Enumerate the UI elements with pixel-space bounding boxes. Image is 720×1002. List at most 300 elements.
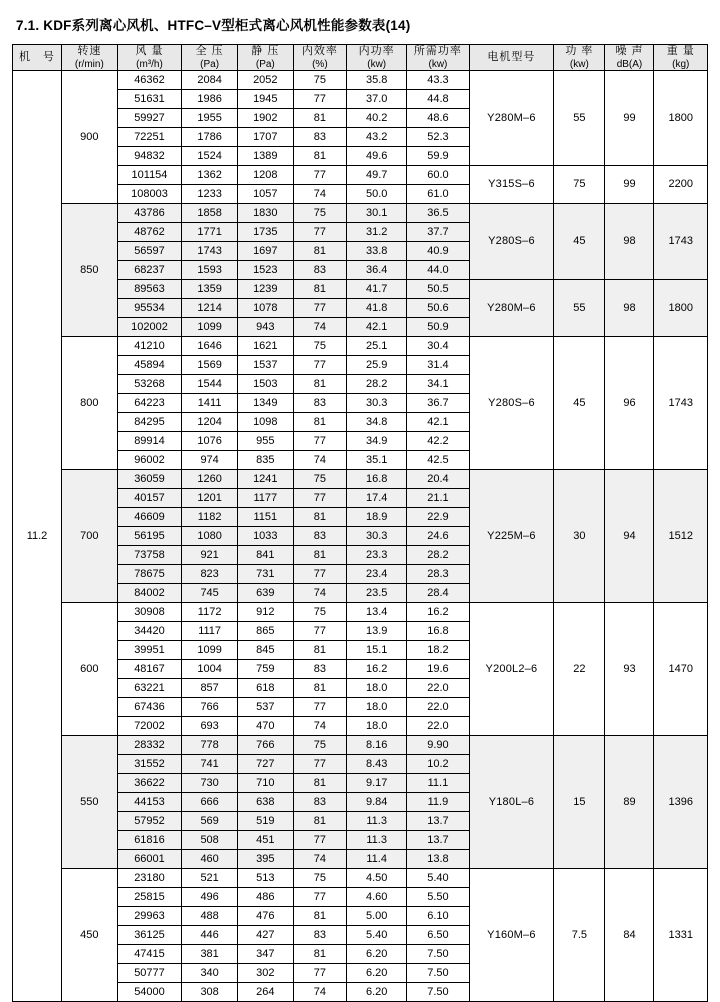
cell-static-pressure: 1349: [237, 394, 293, 413]
cell-motor-model: Y280S–6: [469, 204, 554, 280]
cell-required-power: 44.0: [407, 261, 469, 280]
cell-flow: 57952: [117, 812, 182, 831]
cell-flow: 36125: [117, 926, 182, 945]
cell-required-power: 42.5: [407, 451, 469, 470]
cell-internal-power: 4.60: [347, 888, 407, 907]
cell-internal-power: 37.0: [347, 90, 407, 109]
cell-total-pressure: 666: [182, 793, 238, 812]
cell-internal-power: 11.3: [347, 831, 407, 850]
cell-internal-power: 15.1: [347, 641, 407, 660]
cell-flow: 73758: [117, 546, 182, 565]
header-unit: (Pa): [200, 58, 220, 70]
header-label: 静 压: [251, 45, 280, 57]
cell-noise: 99: [605, 71, 654, 166]
cell-efficiency: 81: [293, 774, 346, 793]
cell-static-pressure: 519: [237, 812, 293, 831]
cell-required-power: 52.3: [407, 128, 469, 147]
cell-total-pressure: 381: [182, 945, 238, 964]
page-title: 7.1. KDF系列离心风机、HTFC–V型柜式离心风机性能参数表(14): [16, 18, 411, 33]
header-cell-efficiency: [293, 45, 346, 71]
cell-total-pressure: 1771: [182, 223, 238, 242]
cell-efficiency: 77: [293, 223, 346, 242]
cell-static-pressure: 347: [237, 945, 293, 964]
cell-total-pressure: 340: [182, 964, 238, 983]
cell-efficiency: 77: [293, 622, 346, 641]
header-unit: (kw): [428, 58, 448, 70]
cell-static-pressure: 427: [237, 926, 293, 945]
cell-efficiency: 81: [293, 242, 346, 261]
cell-required-power: 20.4: [407, 470, 469, 489]
cell-static-pressure: 264: [237, 983, 293, 1002]
cell-internal-power: 49.7: [347, 166, 407, 185]
header-unit: (kw): [367, 58, 387, 70]
cell-total-pressure: 730: [182, 774, 238, 793]
cell-motor-power: 15: [554, 736, 605, 869]
cell-efficiency: 81: [293, 375, 346, 394]
header-cell-static-pressure: [237, 45, 293, 71]
header-unit: (%): [312, 58, 328, 70]
cell-internal-power: 6.20: [347, 945, 407, 964]
cell-total-pressure: 1080: [182, 527, 238, 546]
cell-static-pressure: 1208: [237, 166, 293, 185]
cell-internal-power: 11.4: [347, 850, 407, 869]
cell-speed: 550: [62, 736, 118, 869]
header-cell-motor-power: [554, 45, 605, 71]
cell-internal-power: 41.8: [347, 299, 407, 318]
table-row: [13, 280, 708, 299]
cell-speed: 900: [62, 71, 118, 204]
cell-total-pressure: 521: [182, 869, 238, 888]
cell-efficiency: 74: [293, 584, 346, 603]
cell-internal-power: 5.00: [347, 907, 407, 926]
header-label: 电机型号: [487, 50, 536, 63]
cell-efficiency: 75: [293, 71, 346, 90]
cell-flow: 25815: [117, 888, 182, 907]
cell-required-power: 31.4: [407, 356, 469, 375]
header-label: 内功率: [358, 45, 395, 57]
cell-required-power: 24.6: [407, 527, 469, 546]
cell-static-pressure: 1523: [237, 261, 293, 280]
cell-internal-power: 8.43: [347, 755, 407, 774]
cell-efficiency: 75: [293, 470, 346, 489]
cell-flow: 68237: [117, 261, 182, 280]
cell-weight: 1512: [654, 470, 708, 603]
table-row: [13, 736, 708, 755]
cell-total-pressure: 508: [182, 831, 238, 850]
cell-static-pressure: 1177: [237, 489, 293, 508]
table-body: [13, 71, 708, 1002]
header-cell-internal-power: [347, 45, 407, 71]
cell-total-pressure: 921: [182, 546, 238, 565]
cell-required-power: 37.7: [407, 223, 469, 242]
header-cell-motor-model: [469, 45, 554, 71]
cell-static-pressure: 1078: [237, 299, 293, 318]
cell-weight: 1800: [654, 280, 708, 337]
cell-internal-power: 23.5: [347, 584, 407, 603]
cell-static-pressure: 513: [237, 869, 293, 888]
cell-flow: 45894: [117, 356, 182, 375]
cell-efficiency: 83: [293, 394, 346, 413]
cell-required-power: 11.9: [407, 793, 469, 812]
header-unit: (kw): [569, 58, 589, 70]
cell-total-pressure: 693: [182, 717, 238, 736]
cell-total-pressure: 741: [182, 755, 238, 774]
cell-required-power: 5.50: [407, 888, 469, 907]
cell-efficiency: 81: [293, 812, 346, 831]
cell-internal-power: 6.20: [347, 983, 407, 1002]
cell-required-power: 34.1: [407, 375, 469, 394]
cell-motor-model: Y280S–6: [469, 337, 554, 470]
cell-motor-power: 45: [554, 337, 605, 470]
cell-total-pressure: 1004: [182, 660, 238, 679]
header-cell-noise: [605, 45, 654, 71]
cell-total-pressure: 1544: [182, 375, 238, 394]
cell-flow: 53268: [117, 375, 182, 394]
cell-flow: 48167: [117, 660, 182, 679]
cell-internal-power: 35.8: [347, 71, 407, 90]
cell-required-power: 50.6: [407, 299, 469, 318]
cell-internal-power: 4.50: [347, 869, 407, 888]
cell-required-power: 48.6: [407, 109, 469, 128]
cell-total-pressure: 1569: [182, 356, 238, 375]
cell-static-pressure: 1151: [237, 508, 293, 527]
header-label: 内效率: [301, 45, 338, 57]
cell-flow: 23180: [117, 869, 182, 888]
cell-flow: 89914: [117, 432, 182, 451]
cell-flow: 34420: [117, 622, 182, 641]
cell-total-pressure: 569: [182, 812, 238, 831]
cell-total-pressure: 1858: [182, 204, 238, 223]
cell-total-pressure: 488: [182, 907, 238, 926]
cell-efficiency: 77: [293, 356, 346, 375]
cell-required-power: 16.8: [407, 622, 469, 641]
cell-motor-model: Y280M–6: [469, 280, 554, 337]
cell-internal-power: 31.2: [347, 223, 407, 242]
cell-motor-power: 22: [554, 603, 605, 736]
cell-efficiency: 83: [293, 261, 346, 280]
header-row: [13, 45, 708, 71]
cell-total-pressure: 857: [182, 679, 238, 698]
cell-motor-power: 55: [554, 280, 605, 337]
cell-internal-power: 41.7: [347, 280, 407, 299]
cell-required-power: 22.9: [407, 508, 469, 527]
cell-static-pressure: 912: [237, 603, 293, 622]
cell-required-power: 7.50: [407, 964, 469, 983]
header-unit: (kg): [672, 58, 690, 70]
cell-required-power: 13.8: [407, 850, 469, 869]
header-label: 重 量: [666, 45, 695, 57]
cell-internal-power: 30.1: [347, 204, 407, 223]
header-cell-total-pressure: [182, 45, 238, 71]
header-label: 机 号: [19, 50, 55, 63]
cell-static-pressure: 841: [237, 546, 293, 565]
cell-efficiency: 81: [293, 280, 346, 299]
cell-static-pressure: 1389: [237, 147, 293, 166]
cell-efficiency: 74: [293, 850, 346, 869]
cell-flow: 66001: [117, 850, 182, 869]
cell-internal-power: 40.2: [347, 109, 407, 128]
cell-internal-power: 23.4: [347, 565, 407, 584]
cell-weight: 1331: [654, 869, 708, 1002]
cell-flow: 28332: [117, 736, 182, 755]
cell-motor-model: Y280M–6: [469, 71, 554, 166]
cell-internal-power: 33.8: [347, 242, 407, 261]
cell-required-power: 22.0: [407, 679, 469, 698]
cell-required-power: 36.5: [407, 204, 469, 223]
cell-total-pressure: 1260: [182, 470, 238, 489]
cell-speed: 850: [62, 204, 118, 337]
cell-static-pressure: 1830: [237, 204, 293, 223]
cell-efficiency: 77: [293, 698, 346, 717]
table-row: [13, 470, 708, 489]
cell-flow: 72251: [117, 128, 182, 147]
cell-flow: 47415: [117, 945, 182, 964]
cell-total-pressure: 766: [182, 698, 238, 717]
cell-flow: 30908: [117, 603, 182, 622]
cell-flow: 31552: [117, 755, 182, 774]
cell-efficiency: 75: [293, 603, 346, 622]
cell-fan-size: 11.2: [13, 71, 62, 1002]
cell-flow: 89563: [117, 280, 182, 299]
cell-static-pressure: 537: [237, 698, 293, 717]
cell-static-pressure: 1503: [237, 375, 293, 394]
cell-efficiency: 81: [293, 679, 346, 698]
cell-efficiency: 81: [293, 508, 346, 527]
cell-total-pressure: 1214: [182, 299, 238, 318]
cell-efficiency: 77: [293, 964, 346, 983]
cell-internal-power: 34.9: [347, 432, 407, 451]
cell-total-pressure: 446: [182, 926, 238, 945]
cell-required-power: 61.0: [407, 185, 469, 204]
cell-internal-power: 35.1: [347, 451, 407, 470]
header-unit: dB(A): [616, 58, 643, 70]
cell-efficiency: 75: [293, 869, 346, 888]
cell-flow: 63221: [117, 679, 182, 698]
cell-total-pressure: 1359: [182, 280, 238, 299]
cell-flow: 101154: [117, 166, 182, 185]
cell-internal-power: 43.2: [347, 128, 407, 147]
cell-static-pressure: 618: [237, 679, 293, 698]
cell-efficiency: 77: [293, 755, 346, 774]
cell-efficiency: 77: [293, 489, 346, 508]
cell-total-pressure: 1955: [182, 109, 238, 128]
cell-motor-power: 7.5: [554, 869, 605, 1002]
cell-efficiency: 74: [293, 451, 346, 470]
cell-flow: 50777: [117, 964, 182, 983]
cell-internal-power: 30.3: [347, 527, 407, 546]
cell-efficiency: 83: [293, 926, 346, 945]
cell-efficiency: 75: [293, 337, 346, 356]
cell-total-pressure: 460: [182, 850, 238, 869]
cell-flow: 64223: [117, 394, 182, 413]
cell-static-pressure: 638: [237, 793, 293, 812]
cell-static-pressure: 639: [237, 584, 293, 603]
cell-required-power: 28.3: [407, 565, 469, 584]
cell-total-pressure: 823: [182, 565, 238, 584]
cell-weight: 1743: [654, 204, 708, 280]
cell-motor-power: 75: [554, 166, 605, 204]
header-label: 风 量: [135, 45, 164, 57]
cell-flow: 108003: [117, 185, 182, 204]
cell-total-pressure: 778: [182, 736, 238, 755]
table-header: [13, 45, 708, 71]
cell-flow: 46362: [117, 71, 182, 90]
cell-internal-power: 25.9: [347, 356, 407, 375]
cell-flow: 36059: [117, 470, 182, 489]
performance-table: [12, 44, 708, 1002]
cell-flow: 84295: [117, 413, 182, 432]
cell-required-power: 42.1: [407, 413, 469, 432]
cell-static-pressure: 1697: [237, 242, 293, 261]
cell-required-power: 22.0: [407, 717, 469, 736]
cell-internal-power: 42.1: [347, 318, 407, 337]
cell-weight: 2200: [654, 166, 708, 204]
cell-flow: 54000: [117, 983, 182, 1002]
cell-total-pressure: 1233: [182, 185, 238, 204]
header-cell-speed: [62, 45, 118, 71]
cell-noise: 84: [605, 869, 654, 1002]
cell-motor-power: 45: [554, 204, 605, 280]
cell-flow: 56597: [117, 242, 182, 261]
cell-total-pressure: 1099: [182, 641, 238, 660]
cell-total-pressure: 1743: [182, 242, 238, 261]
cell-flow: 56195: [117, 527, 182, 546]
cell-motor-power: 30: [554, 470, 605, 603]
cell-internal-power: 25.1: [347, 337, 407, 356]
cell-total-pressure: 1362: [182, 166, 238, 185]
cell-efficiency: 81: [293, 907, 346, 926]
cell-internal-power: 9.17: [347, 774, 407, 793]
cell-internal-power: 6.20: [347, 964, 407, 983]
cell-efficiency: 81: [293, 546, 346, 565]
cell-weight: 1743: [654, 337, 708, 470]
cell-required-power: 28.2: [407, 546, 469, 565]
cell-motor-model: Y200L2–6: [469, 603, 554, 736]
cell-static-pressure: 1098: [237, 413, 293, 432]
cell-flow: 102002: [117, 318, 182, 337]
cell-efficiency: 83: [293, 793, 346, 812]
cell-required-power: 40.9: [407, 242, 469, 261]
cell-flow: 96002: [117, 451, 182, 470]
cell-required-power: 28.4: [407, 584, 469, 603]
cell-static-pressure: 1735: [237, 223, 293, 242]
cell-total-pressure: 1076: [182, 432, 238, 451]
cell-static-pressure: 395: [237, 850, 293, 869]
header-cell-weight: [654, 45, 708, 71]
table-row: [13, 603, 708, 622]
cell-required-power: 13.7: [407, 812, 469, 831]
cell-noise: 98: [605, 280, 654, 337]
cell-required-power: 11.1: [407, 774, 469, 793]
cell-efficiency: 77: [293, 831, 346, 850]
header-label: 全 压: [195, 45, 224, 57]
cell-static-pressure: 302: [237, 964, 293, 983]
header-unit: (m³/h): [136, 58, 163, 70]
cell-required-power: 43.3: [407, 71, 469, 90]
cell-internal-power: 5.40: [347, 926, 407, 945]
header-cell-required-power: [407, 45, 469, 71]
cell-required-power: 18.2: [407, 641, 469, 660]
table-row: [13, 71, 708, 90]
cell-total-pressure: 745: [182, 584, 238, 603]
cell-static-pressure: 835: [237, 451, 293, 470]
cell-internal-power: 16.2: [347, 660, 407, 679]
cell-efficiency: 74: [293, 185, 346, 204]
cell-required-power: 6.10: [407, 907, 469, 926]
cell-static-pressure: 1057: [237, 185, 293, 204]
table-row: [13, 337, 708, 356]
header-label: 功 率: [565, 45, 594, 57]
cell-noise: 89: [605, 736, 654, 869]
cell-efficiency: 77: [293, 90, 346, 109]
cell-total-pressure: 1411: [182, 394, 238, 413]
cell-total-pressure: 1204: [182, 413, 238, 432]
cell-flow: 43786: [117, 204, 182, 223]
cell-internal-power: 8.16: [347, 736, 407, 755]
cell-efficiency: 83: [293, 128, 346, 147]
cell-total-pressure: 1099: [182, 318, 238, 337]
cell-flow: 78675: [117, 565, 182, 584]
cell-static-pressure: 759: [237, 660, 293, 679]
cell-efficiency: 77: [293, 299, 346, 318]
cell-total-pressure: 1172: [182, 603, 238, 622]
cell-required-power: 10.2: [407, 755, 469, 774]
cell-total-pressure: 1201: [182, 489, 238, 508]
cell-efficiency: 77: [293, 565, 346, 584]
cell-flow: 61816: [117, 831, 182, 850]
cell-speed: 800: [62, 337, 118, 470]
cell-efficiency: 81: [293, 147, 346, 166]
cell-motor-power: 55: [554, 71, 605, 166]
cell-flow: 67436: [117, 698, 182, 717]
header-cell-flow: [117, 45, 182, 71]
cell-noise: 93: [605, 603, 654, 736]
cell-static-pressure: 1239: [237, 280, 293, 299]
cell-required-power: 50.5: [407, 280, 469, 299]
cell-flow: 95534: [117, 299, 182, 318]
cell-internal-power: 30.3: [347, 394, 407, 413]
cell-static-pressure: 1902: [237, 109, 293, 128]
cell-flow: 84002: [117, 584, 182, 603]
cell-required-power: 60.0: [407, 166, 469, 185]
cell-static-pressure: 1537: [237, 356, 293, 375]
cell-noise: 98: [605, 204, 654, 280]
cell-flow: 48762: [117, 223, 182, 242]
cell-static-pressure: 865: [237, 622, 293, 641]
header-unit: (r/min): [74, 58, 104, 70]
cell-static-pressure: 1945: [237, 90, 293, 109]
cell-static-pressure: 486: [237, 888, 293, 907]
cell-required-power: 19.6: [407, 660, 469, 679]
cell-static-pressure: 1033: [237, 527, 293, 546]
cell-total-pressure: 974: [182, 451, 238, 470]
cell-internal-power: 49.6: [347, 147, 407, 166]
cell-required-power: 50.9: [407, 318, 469, 337]
cell-total-pressure: 1524: [182, 147, 238, 166]
cell-static-pressure: 1241: [237, 470, 293, 489]
header-label: 噪 声: [615, 45, 644, 57]
cell-static-pressure: 451: [237, 831, 293, 850]
cell-total-pressure: 1786: [182, 128, 238, 147]
cell-required-power: 21.1: [407, 489, 469, 508]
cell-speed: 600: [62, 603, 118, 736]
cell-internal-power: 28.2: [347, 375, 407, 394]
cell-efficiency: 81: [293, 945, 346, 964]
cell-static-pressure: 1707: [237, 128, 293, 147]
cell-noise: 94: [605, 470, 654, 603]
cell-noise: 96: [605, 337, 654, 470]
cell-weight: 1800: [654, 71, 708, 166]
